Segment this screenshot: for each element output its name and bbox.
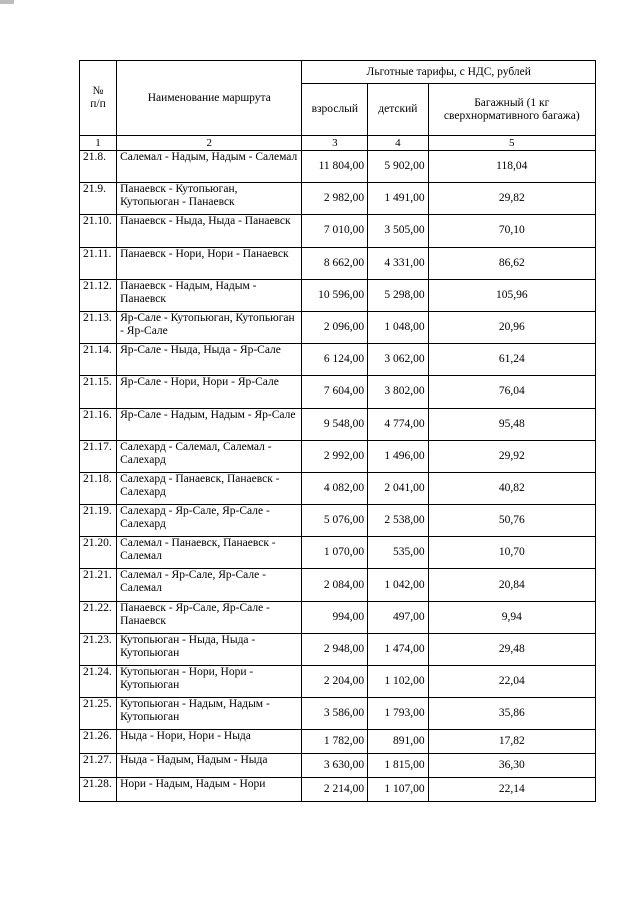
header-child: детский bbox=[368, 84, 428, 136]
route-name: Салемал - Панаевск, Панаевск - Салемал bbox=[117, 537, 302, 569]
adult-fare: 7 604,00 bbox=[302, 376, 368, 408]
adult-fare: 2 948,00 bbox=[302, 633, 368, 665]
row-number: 21.26. bbox=[80, 730, 117, 754]
table-row bbox=[80, 472, 596, 504]
child-fare: 1 793,00 bbox=[368, 698, 428, 730]
header-baggage: Багажный (1 кг сверхнормативного багажа) bbox=[428, 84, 595, 136]
baggage-fare: 105,96 bbox=[428, 279, 595, 311]
table-row bbox=[80, 215, 596, 247]
baggage-fare: 17,82 bbox=[428, 730, 595, 754]
table-row bbox=[80, 376, 596, 408]
route-name: Нори - Надым, Надым - Нори bbox=[117, 778, 302, 802]
route-name: Яр-Сале - Нори, Нори - Яр-Сале bbox=[117, 376, 302, 408]
baggage-fare: 50,76 bbox=[428, 505, 595, 537]
column-number: 1 bbox=[80, 136, 117, 151]
baggage-fare: 40,82 bbox=[428, 472, 595, 504]
row-number: 21.18. bbox=[80, 472, 117, 504]
row-number: 21.14. bbox=[80, 344, 117, 376]
table-row bbox=[80, 247, 596, 279]
route-name: Панаевск - Ныда, Ныда - Панаевск bbox=[117, 215, 302, 247]
row-number: 21.19. bbox=[80, 505, 117, 537]
child-fare: 4 331,00 bbox=[368, 247, 428, 279]
scan-corner-mark bbox=[0, 0, 14, 4]
row-number: 21.24. bbox=[80, 666, 117, 698]
adult-fare: 2 992,00 bbox=[302, 440, 368, 472]
row-number: 21.23. bbox=[80, 633, 117, 665]
baggage-fare: 36,30 bbox=[428, 754, 595, 778]
child-fare: 5 902,00 bbox=[368, 151, 428, 183]
adult-fare: 2 214,00 bbox=[302, 778, 368, 802]
child-fare: 5 298,00 bbox=[368, 279, 428, 311]
table-row bbox=[80, 601, 596, 633]
adult-fare: 3 630,00 bbox=[302, 754, 368, 778]
header-tariffs-group: Льготные тарифы, с НДС, рублей bbox=[302, 61, 596, 84]
baggage-fare: 29,82 bbox=[428, 183, 595, 215]
adult-fare: 9 548,00 bbox=[302, 408, 368, 440]
route-name: Салехард - Панаевск, Панаевск - Салехард bbox=[117, 472, 302, 504]
child-fare: 1 048,00 bbox=[368, 311, 428, 343]
table-body bbox=[80, 151, 596, 802]
table-header bbox=[80, 61, 596, 151]
column-number: 2 bbox=[117, 136, 302, 151]
tariffs-table bbox=[79, 60, 596, 802]
adult-fare: 2 084,00 bbox=[302, 569, 368, 601]
child-fare: 535,00 bbox=[368, 537, 428, 569]
column-number: 4 bbox=[368, 136, 428, 151]
route-name: Яр-Сале - Ныда, Ныда - Яр-Сале bbox=[117, 344, 302, 376]
column-number-row bbox=[80, 136, 596, 151]
adult-fare: 8 662,00 bbox=[302, 247, 368, 279]
child-fare: 3 505,00 bbox=[368, 215, 428, 247]
baggage-fare: 95,48 bbox=[428, 408, 595, 440]
row-number: 21.28. bbox=[80, 778, 117, 802]
child-fare: 1 102,00 bbox=[368, 666, 428, 698]
table-row bbox=[80, 311, 596, 343]
row-number: 21.15. bbox=[80, 376, 117, 408]
baggage-fare: 29,48 bbox=[428, 633, 595, 665]
adult-fare: 7 010,00 bbox=[302, 215, 368, 247]
baggage-fare: 10,70 bbox=[428, 537, 595, 569]
adult-fare: 2 096,00 bbox=[302, 311, 368, 343]
adult-fare: 1 782,00 bbox=[302, 730, 368, 754]
baggage-fare: 35,86 bbox=[428, 698, 595, 730]
route-name: Яр-Сале - Надым, Надым - Яр-Сале bbox=[117, 408, 302, 440]
adult-fare: 3 586,00 bbox=[302, 698, 368, 730]
row-number: 21.16. bbox=[80, 408, 117, 440]
child-fare: 4 774,00 bbox=[368, 408, 428, 440]
route-name: Кутопьюган - Надым, Надым - Кутопьюган bbox=[117, 698, 302, 730]
table-row bbox=[80, 698, 596, 730]
route-name: Панаевск - Надым, Надым - Панаевск bbox=[117, 279, 302, 311]
adult-fare: 5 076,00 bbox=[302, 505, 368, 537]
baggage-fare: 70,10 bbox=[428, 215, 595, 247]
column-number: 5 bbox=[428, 136, 595, 151]
child-fare: 891,00 bbox=[368, 730, 428, 754]
baggage-fare: 20,84 bbox=[428, 569, 595, 601]
adult-fare: 994,00 bbox=[302, 601, 368, 633]
baggage-fare: 22,04 bbox=[428, 666, 595, 698]
table-row bbox=[80, 151, 596, 183]
adult-fare: 2 204,00 bbox=[302, 666, 368, 698]
row-number: 21.11. bbox=[80, 247, 117, 279]
child-fare: 1 107,00 bbox=[368, 778, 428, 802]
table-row bbox=[80, 505, 596, 537]
child-fare: 1 474,00 bbox=[368, 633, 428, 665]
adult-fare: 2 982,00 bbox=[302, 183, 368, 215]
table-row bbox=[80, 344, 596, 376]
table-row bbox=[80, 183, 596, 215]
row-number: 21.9. bbox=[80, 183, 117, 215]
table-row bbox=[80, 730, 596, 754]
column-number: 3 bbox=[302, 136, 368, 151]
route-name: Яр-Сале - Кутопьюган, Кутопьюган - Яр-Сале bbox=[117, 311, 302, 343]
child-fare: 497,00 bbox=[368, 601, 428, 633]
adult-fare: 11 804,00 bbox=[302, 151, 368, 183]
baggage-fare: 86,62 bbox=[428, 247, 595, 279]
header-adult: взрослый bbox=[302, 84, 368, 136]
baggage-fare: 29,92 bbox=[428, 440, 595, 472]
table-row bbox=[80, 778, 596, 802]
row-number: 21.27. bbox=[80, 754, 117, 778]
route-name: Салехард - Салемал, Салемал - Салехард bbox=[117, 440, 302, 472]
table-row bbox=[80, 754, 596, 778]
route-name: Кутопьюган - Ныда, Ныда - Кутопьюган bbox=[117, 633, 302, 665]
route-name: Панаевск - Нори, Нори - Панаевск bbox=[117, 247, 302, 279]
route-name: Панаевск - Яр-Сале, Яр-Сале - Панаевск bbox=[117, 601, 302, 633]
table-row bbox=[80, 440, 596, 472]
child-fare: 1 496,00 bbox=[368, 440, 428, 472]
row-number: 21.12. bbox=[80, 279, 117, 311]
child-fare: 3 062,00 bbox=[368, 344, 428, 376]
route-name: Салемал - Надым, Надым - Салемал bbox=[117, 151, 302, 183]
child-fare: 1 491,00 bbox=[368, 183, 428, 215]
header-route-name: Наименование маршрута bbox=[117, 61, 302, 136]
row-number: 21.20. bbox=[80, 537, 117, 569]
route-name: Салемал - Яр-Сале, Яр-Сале - Салемал bbox=[117, 569, 302, 601]
table-row bbox=[80, 408, 596, 440]
route-name: Кутопьюган - Нори, Нори - Кутопьюган bbox=[117, 666, 302, 698]
child-fare: 1 042,00 bbox=[368, 569, 428, 601]
baggage-fare: 76,04 bbox=[428, 376, 595, 408]
row-number: 21.22. bbox=[80, 601, 117, 633]
child-fare: 3 802,00 bbox=[368, 376, 428, 408]
adult-fare: 10 596,00 bbox=[302, 279, 368, 311]
child-fare: 2 041,00 bbox=[368, 472, 428, 504]
table-row bbox=[80, 666, 596, 698]
baggage-fare: 22,14 bbox=[428, 778, 595, 802]
table-row bbox=[80, 569, 596, 601]
adult-fare: 4 082,00 bbox=[302, 472, 368, 504]
route-name: Панаевск - Кутопьюган, Кутопьюган - Панаевск bbox=[117, 183, 302, 215]
child-fare: 2 538,00 bbox=[368, 505, 428, 537]
table-row bbox=[80, 633, 596, 665]
row-number: 21.25. bbox=[80, 698, 117, 730]
baggage-fare: 9,94 bbox=[428, 601, 595, 633]
baggage-fare: 61,24 bbox=[428, 344, 595, 376]
row-number: 21.17. bbox=[80, 440, 117, 472]
adult-fare: 1 070,00 bbox=[302, 537, 368, 569]
row-number: 21.21. bbox=[80, 569, 117, 601]
route-name: Ныда - Нори, Нори - Ныда bbox=[117, 730, 302, 754]
route-name: Салехард - Яр-Сале, Яр-Сале - Салехард bbox=[117, 505, 302, 537]
baggage-fare: 20,96 bbox=[428, 311, 595, 343]
row-number: 21.10. bbox=[80, 215, 117, 247]
table-row bbox=[80, 537, 596, 569]
adult-fare: 6 124,00 bbox=[302, 344, 368, 376]
header-num: № п/п bbox=[80, 61, 117, 136]
baggage-fare: 118,04 bbox=[428, 151, 595, 183]
row-number: 21.13. bbox=[80, 311, 117, 343]
row-number: 21.8. bbox=[80, 151, 117, 183]
table-row bbox=[80, 279, 596, 311]
child-fare: 1 815,00 bbox=[368, 754, 428, 778]
route-name: Ныда - Надым, Надым - Ныда bbox=[117, 754, 302, 778]
